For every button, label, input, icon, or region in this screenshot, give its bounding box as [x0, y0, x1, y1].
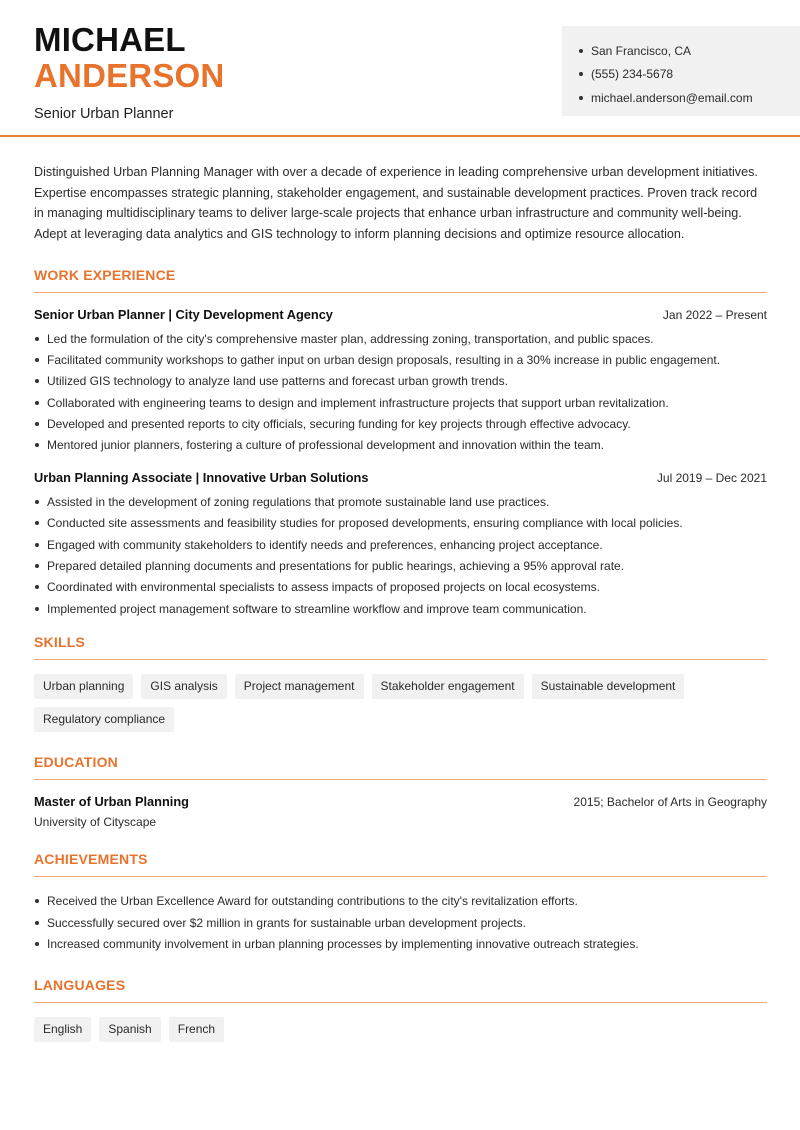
bullet-icon — [35, 500, 39, 504]
list-item-text: Prepared detailed planning documents and presentations for public hearings, achieving a 95% approval rate. — [47, 559, 625, 574]
contact-box — [562, 26, 800, 116]
bullet-icon — [35, 585, 39, 589]
bullet-icon — [35, 942, 39, 946]
list-item — [34, 435, 767, 456]
bullet-icon — [35, 443, 39, 447]
bullet-icon — [35, 401, 39, 405]
job-date: Jul 2019 – Dec 2021 — [656, 471, 767, 486]
list-item — [34, 577, 767, 598]
bullet-icon — [35, 921, 39, 925]
list-item-text: Engaged with community stakeholders to identify needs and preferences, enhancing project acceptance. — [47, 537, 603, 552]
job-bullets — [34, 328, 767, 456]
contact-phone-text: (555) 234-5678 — [591, 67, 674, 82]
job-bullets — [34, 491, 767, 619]
list-item — [34, 891, 767, 912]
job-role: Urban Planning Associate | Innovative Urban Solutions — [34, 470, 369, 486]
list-item-text: Facilitated community workshops to gather input on urban design proposals, resulting in a 30% increase in public engagement. — [47, 352, 721, 367]
bullet-icon — [35, 379, 39, 383]
bullet-icon — [579, 49, 583, 53]
list-item-text: Implemented project management software to streamline workflow and improve team communication. — [47, 601, 587, 616]
list-item-text: Coordinated with environmental specialists to assess impacts of proposed projects on local ecosystems. — [47, 580, 600, 595]
list-item — [34, 555, 767, 576]
education-heading: EDUCATION — [34, 754, 767, 780]
job-date: Jan 2022 – Present — [662, 307, 767, 322]
list-item — [34, 371, 767, 392]
list-item — [34, 513, 767, 534]
achievements-heading: ACHIEVEMENTS — [34, 851, 767, 877]
list-item — [34, 598, 767, 619]
skill-tag: Sustainable development — [532, 674, 685, 699]
list-item-text: Increased community involvement in urban planning processes by implementing innovative outreach strategies. — [47, 936, 639, 951]
list-item-text: Assisted in the development of zoning regulations that promote sustainable land use practices. — [47, 494, 550, 509]
list-item — [34, 349, 767, 370]
summary: Distinguished Urban Planning Manager with over a decade of experience in leading comprehensive urban development initiatives. Expertise encompasses strategic planning, stakeholder engagement, and sustainable development practices. Proven track record in managing multidisciplinary teams to deliver large-scale projects that enhance urban infrastructure and community well-being. Adept at leveraging data analytics and GIS technology to inform planning decisions and optimize resource allocation. — [34, 165, 758, 242]
resume-header — [0, 0, 800, 137]
list-item-text: Collaborated with engineering teams to design and implement infrastructure projects that support urban revitalization. — [47, 395, 669, 410]
bullet-icon — [35, 358, 39, 362]
bullet-icon — [35, 607, 39, 611]
language-tag: French — [169, 1017, 224, 1042]
bullet-icon — [35, 521, 39, 525]
list-item — [34, 328, 767, 349]
bullet-icon — [579, 72, 583, 76]
list-item — [34, 392, 767, 413]
list-item-text: Successfully secured over $2 million in grants for sustainable urban development projects. — [47, 915, 526, 930]
contact-location — [579, 39, 800, 63]
list-item — [34, 933, 767, 954]
contact-email — [579, 86, 800, 110]
skill-list — [34, 674, 734, 732]
skill-tag: GIS analysis — [141, 674, 226, 699]
job-entry — [34, 470, 767, 619]
bullet-icon — [35, 564, 39, 568]
language-list — [34, 1017, 734, 1042]
last-name: ANDERSON — [34, 57, 225, 94]
resume-content — [34, 162, 767, 1042]
job-entry — [34, 307, 767, 456]
languages-heading: LANGUAGES — [34, 977, 767, 1003]
skill-tag: Regulatory compliance — [34, 707, 174, 732]
list-item-text: Received the Urban Excellence Award for outstanding contributions to the city's revitalization efforts. — [47, 894, 578, 909]
skills-heading: SKILLS — [34, 634, 767, 660]
skill-tag: Project management — [235, 674, 364, 699]
contact-email-text: michael.anderson@email.com — [591, 90, 753, 105]
bullet-icon — [579, 96, 583, 100]
achievement-list — [34, 891, 767, 955]
skill-tag: Urban planning — [34, 674, 133, 699]
list-item-text: Utilized GIS technology to analyze land use patterns and forecast urban growth trends. — [47, 374, 508, 389]
list-item-text: Led the formulation of the city's comprehensive master plan, addressing zoning, transportation, and public spaces. — [47, 331, 654, 346]
education-school: University of Cityscape — [34, 814, 157, 829]
job-role: Senior Urban Planner | City Development Agency — [34, 306, 333, 322]
education-entry — [34, 794, 767, 829]
job-header — [34, 307, 767, 322]
language-tag: Spanish — [99, 1017, 160, 1042]
education-header — [34, 794, 767, 809]
list-item-text: Mentored junior planners, fostering a culture of professional development and innovation within the team. — [47, 438, 604, 453]
skill-tag: Stakeholder engagement — [372, 674, 524, 699]
list-item — [34, 912, 767, 933]
bullet-icon — [35, 337, 39, 341]
education-year: 2015; Bachelor of Arts in Geography — [573, 794, 767, 809]
work-experience-heading: WORK EXPERIENCE — [34, 267, 767, 293]
list-item — [34, 491, 767, 512]
contact-phone — [579, 63, 800, 87]
bullet-icon — [35, 422, 39, 426]
list-item-text: Developed and presented reports to city officials, securing funding for key projects through effective advocacy. — [47, 417, 631, 432]
bullet-icon — [35, 543, 39, 547]
bullet-icon — [35, 899, 39, 903]
list-item — [34, 413, 767, 434]
list-item — [34, 534, 767, 555]
education-degree: Master of Urban Planning — [34, 793, 189, 809]
language-tag: English — [34, 1017, 91, 1042]
contact-location-text: San Francisco, CA — [591, 43, 692, 58]
name-block — [34, 22, 224, 122]
list-item-text: Conducted site assessments and feasibility studies for proposed developments, ensuring compliance with local policies. — [47, 516, 683, 531]
job-list — [34, 307, 767, 620]
job-title: Senior Urban Planner — [34, 106, 174, 122]
first-name: MICHAEL — [34, 21, 186, 58]
job-header — [34, 470, 767, 485]
